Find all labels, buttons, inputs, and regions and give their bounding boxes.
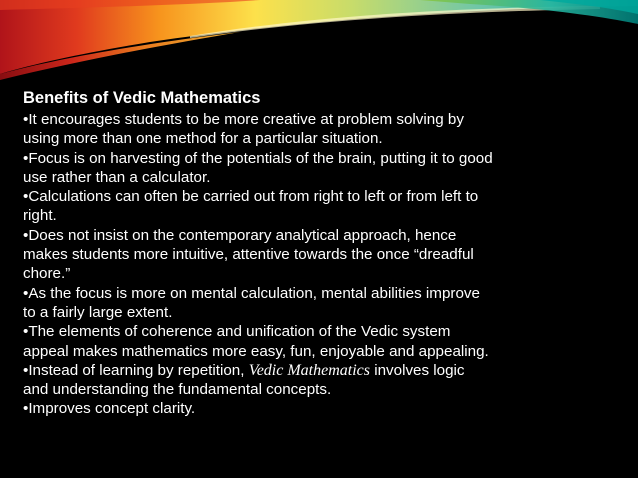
bullet-item bbox=[23, 361, 493, 400]
bullet-item: •Focus is on harvesting of the potentials of the brain, putting it to good use rather than a calculator. bbox=[23, 149, 493, 186]
bullet-item: •It encourages students to be more creative at problem solving by using more than one method for a particular situation. bbox=[23, 111, 464, 148]
slide-content bbox=[23, 88, 493, 419]
slide-title: Benefits of Vedic Mathematics bbox=[23, 89, 261, 107]
bullet-text-after: involves logic and understanding the fundamental concepts. bbox=[23, 361, 465, 399]
decorative-banner bbox=[0, 0, 638, 80]
bullet-item: •Improves concept clarity. bbox=[23, 400, 196, 418]
bullet-item: •As the focus is more on mental calculation, mental abilities improve to a fairly large extent. bbox=[23, 284, 480, 321]
bullet-item: •Does not insist on the contemporary analytical approach, hence makes students more intuitive, attentive towards the once “dreadful chore.” bbox=[23, 226, 474, 283]
bullet-item: •The elements of coherence and unification of the Vedic system appeal makes mathematics more easy, fun, enjoyable and appealing. bbox=[23, 323, 489, 360]
bullet-item: •Calculations can often be carried out from right to left or from left to right. bbox=[23, 188, 479, 225]
italic-phrase: Vedic Mathematics bbox=[248, 361, 370, 379]
bullet-text-before: •Instead of learning by repetition, bbox=[23, 361, 249, 379]
